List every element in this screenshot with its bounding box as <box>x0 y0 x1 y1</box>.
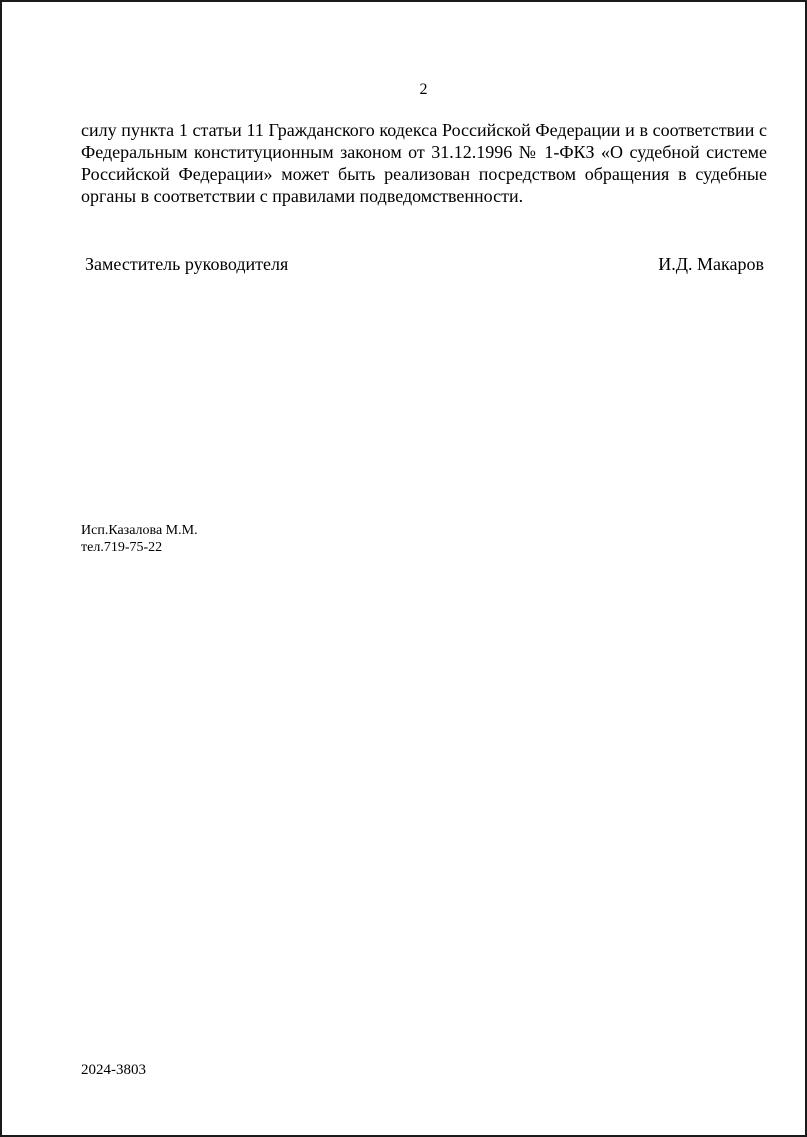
executor-name: Исп.Казалова М.М. <box>81 523 198 538</box>
page-number: 2 <box>419 81 428 98</box>
executor-phone: тел.719-75-22 <box>81 540 163 555</box>
body-paragraph: силу пункта 1 статьи 11 Гражданского кодекса Российской Федерации и в соответствии с Федеральным конституционным законом от 31.12.1996 № 1-ФКЗ «О судебной системе Российской Федерации» может быть реализован посредством обращения в судебные органы в соответствии с правилами подведомственности. <box>81 120 767 206</box>
document-code: 2024-3803 <box>81 1062 146 1078</box>
executor-block <box>81 522 198 556</box>
signatory-position: Заместитель руководителя <box>85 254 289 274</box>
signatory-name: И.Д. Макаров <box>658 254 764 274</box>
